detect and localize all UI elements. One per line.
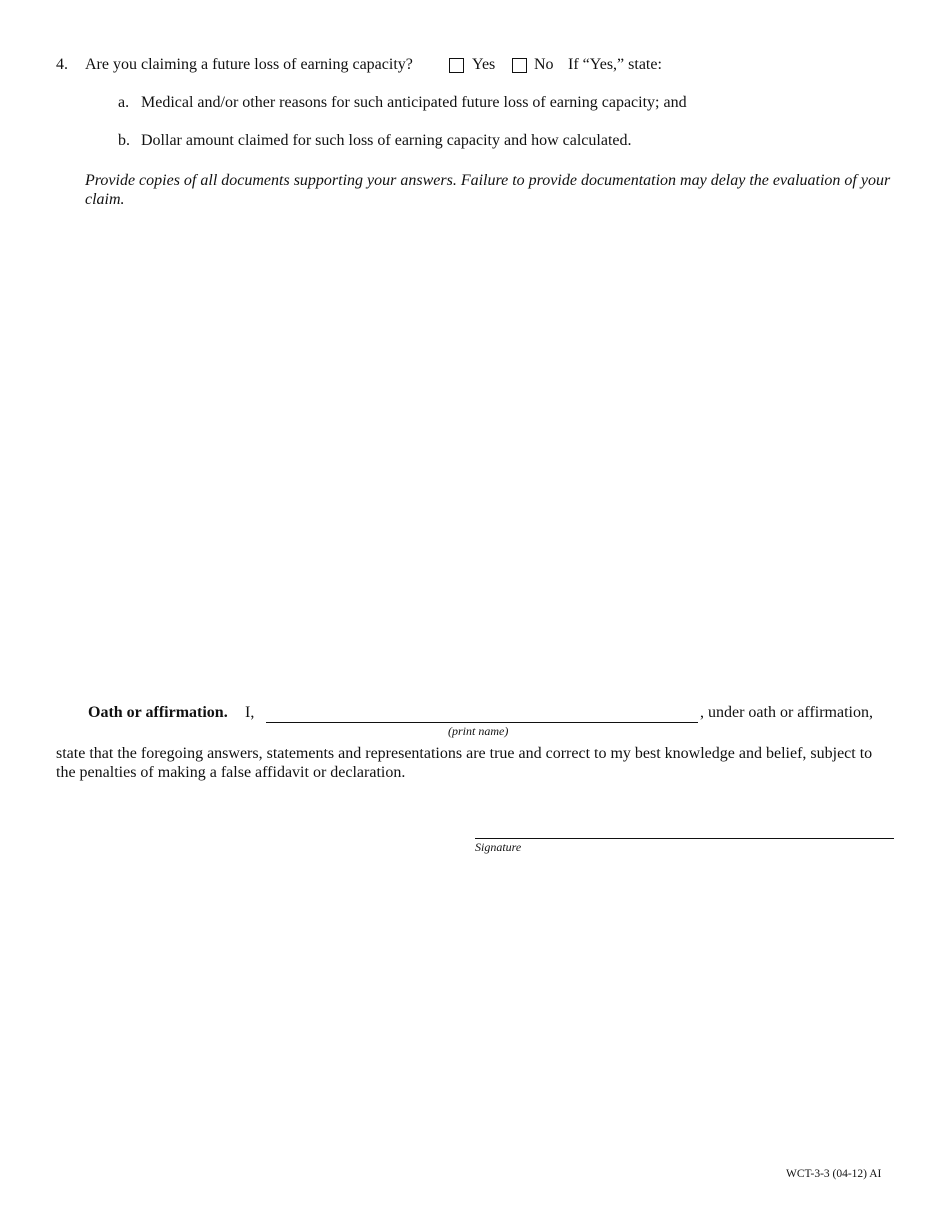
- signature-caption: Signature: [475, 840, 522, 854]
- question-number: 4.: [56, 56, 68, 73]
- print-name-input[interactable]: [266, 702, 698, 722]
- oath-suffix: , under oath or affirmation,: [700, 704, 873, 721]
- sub-item-a-letter: a.: [118, 94, 130, 111]
- oath-label: Oath or affirmation.: [88, 704, 228, 721]
- signature-field[interactable]: [475, 808, 894, 838]
- oath-statement: state that the foregoing answers, statements and representations are true and correct to my best knowledge and belief, subject to the penalties of making a false affidavit or declaration.: [56, 745, 873, 781]
- yes-label: Yes: [472, 56, 496, 73]
- documentation-instructions: Provide copies of all documents supporting your answers. Failure to provide documentation may delay the evaluation of your claim.: [85, 172, 891, 208]
- question-text: Are you claiming a future loss of earning capacity?: [85, 56, 413, 73]
- sub-item-a-text: Medical and/or other reasons for such anticipated future loss of earning capacity; and: [141, 94, 687, 111]
- no-checkbox[interactable]: [512, 58, 527, 73]
- sub-item-b-letter: b.: [118, 132, 130, 149]
- sub-item-b-text: Dollar amount claimed for such loss of earning capacity and how calculated.: [141, 132, 632, 149]
- if-yes-instruction: If “Yes,” state:: [568, 56, 662, 73]
- yes-checkbox[interactable]: [449, 58, 464, 73]
- print-name-caption: (print name): [448, 724, 509, 738]
- form-identifier: WCT-3-3 (04-12) AI: [786, 1168, 882, 1180]
- oath-pronoun: I,: [245, 704, 255, 721]
- no-label: No: [534, 56, 554, 73]
- signature-line: [475, 838, 894, 839]
- print-name-line: [266, 722, 698, 723]
